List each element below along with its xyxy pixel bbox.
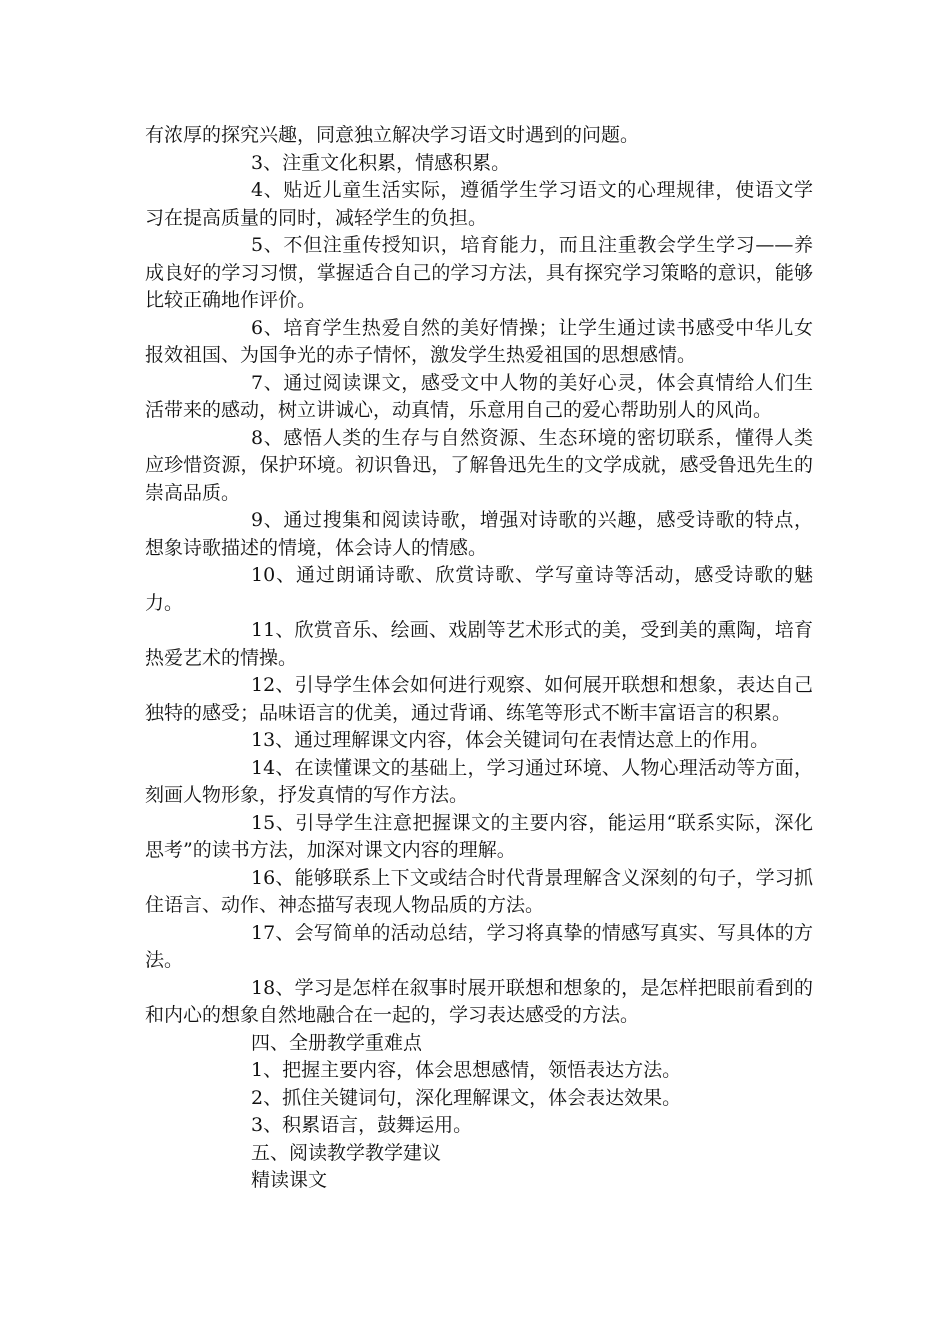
- section-heading-5: 五、阅读教学教学建议: [251, 1141, 442, 1164]
- paragraph-item-9: 9、通过搜集和阅读诗歌，增强对诗歌的兴趣，感受诗歌的特点，想象诗歌描述的情境，体会诗人的情感。: [145, 509, 813, 559]
- key-point-3: 3、积累语言，鼓舞运用。: [251, 1114, 473, 1136]
- section-heading-4: 四、全册教学重难点: [251, 1031, 423, 1054]
- paragraph-continuation: 有浓厚的探究兴趣，同意独立解决学习语文时遇到的问题。: [145, 124, 640, 146]
- paragraph-item-4: 4、贴近儿童生活实际，遵循学生学习语文的心理规律，使语文学习在提高质量的同时，减轻学生的负担。: [145, 179, 813, 229]
- paragraph-item-5: 5、不但注重传授知识，培育能力，而且注重教会学生学习——养成良好的学习习惯，掌握适合自己的学习方法，具有探究学习策略的意识，能够比较正确地作评价。: [145, 234, 813, 311]
- document-body: [145, 122, 813, 1195]
- paragraph-item-11: 11、欣赏音乐、绘画、戏剧等艺术形式的美，受到美的熏陶，培育热爱艺术的情操。: [145, 619, 813, 669]
- paragraph-item-12: 12、引导学生体会如何进行观察、如何展开联想和想象，表达自己独特的感受；品味语言的优美，通过背诵、练笔等形式不断丰富语言的积累。: [145, 674, 813, 724]
- paragraph-item-17: 17、会写简单的活动总结，学习将真挚的情感写真实、写具体的方法。: [145, 921, 813, 971]
- paragraph-item-14: 14、在读懂课文的基础上，学习通过环境、人物心理活动等方面，刻画人物形象，抒发真情的写作方法。: [145, 756, 813, 806]
- paragraph-item-15: 15、引导学生注意把握课文的主要内容，能运用“联系实际，深化思考”的读书方法，加深对课文内容的理解。: [145, 811, 813, 861]
- paragraph-item-16: 16、能够联系上下文或结合时代背景理解含义深刻的句子，学习抓住语言、动作、神态描写表现人物品质的方法。: [145, 866, 813, 916]
- paragraph-item-8: 8、感悟人类的生存与自然资源、生态环境的密切联系，懂得人类应珍惜资源，保护环境。初识鲁迅，了解鲁迅先生的文学成就，感受鲁迅先生的崇高品质。: [145, 426, 813, 504]
- paragraph-item-10: 10、通过朗诵诗歌、欣赏诗歌、学写童诗等活动，感受诗歌的魅力。: [145, 564, 813, 614]
- key-point-1: 1、把握主要内容，体会思想感情，领悟表达方法。: [251, 1059, 682, 1081]
- key-point-2: 2、抓住关键词句，深化理解课文，体会表达效果。: [251, 1086, 682, 1109]
- paragraph-item-7: 7、通过阅读课文，感受文中人物的美好心灵，体会真情给人们生活带来的感动，树立讲诚心，动真情，乐意用自己的爱心帮助别人的风尚。: [145, 371, 813, 421]
- paragraph-item-13: 13、通过理解课文内容，体会关键词句在表情达意上的作用。: [251, 729, 770, 751]
- paragraph-item-3: 3、注重文化积累，情感积累。: [251, 151, 511, 174]
- paragraph-item-18: 18、学习是怎样在叙事时展开联想和想象的，是怎样把眼前看到的和内心的想象自然地融合在一起的，学习表达感受的方法。: [145, 976, 813, 1026]
- paragraph-item-6: 6、培育学生热爱自然的美好情操；让学生通过读书感受中华儿女报效祖国、为国争光的赤子情怀，激发学生热爱祖国的思想感情。: [145, 316, 813, 366]
- subheading-intensive-reading: 精读课文: [251, 1169, 328, 1191]
